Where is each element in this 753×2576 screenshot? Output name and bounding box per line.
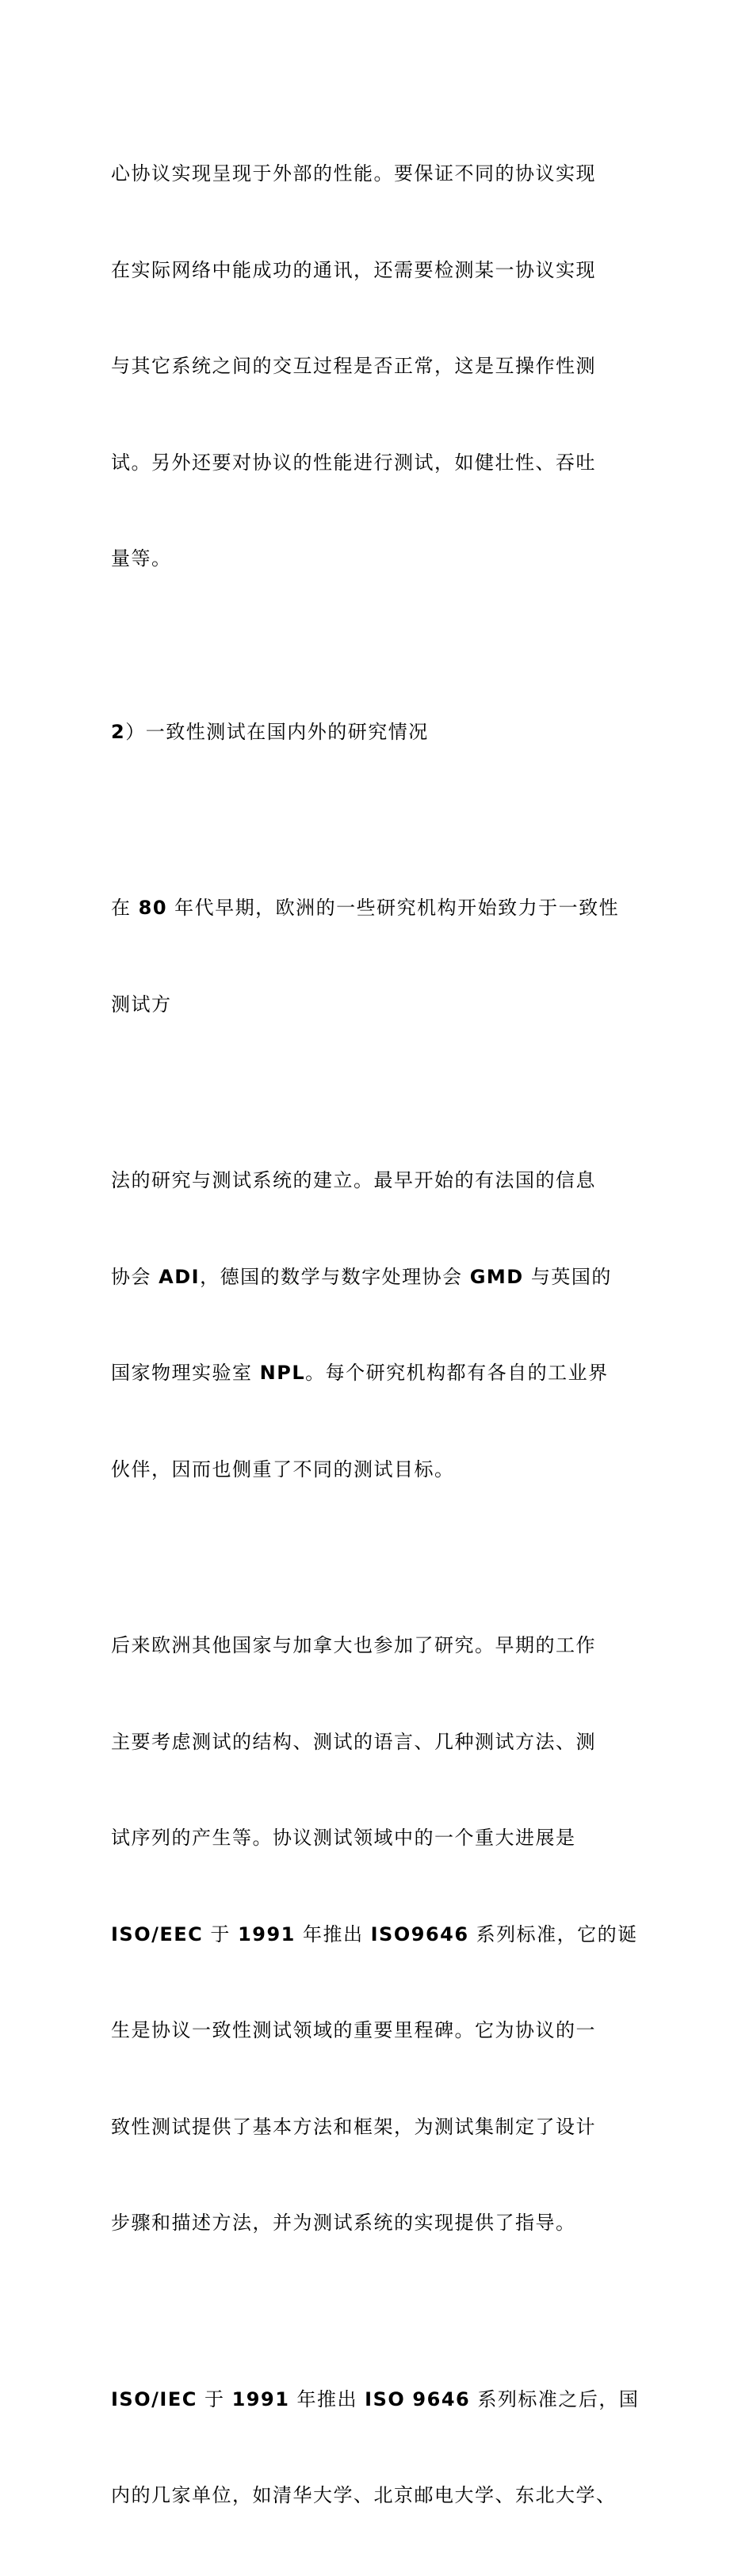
text-line: 伙伴，因而也侧重了不同的测试目标。 — [111, 1458, 455, 1480]
text-line: ISO/EEC 于 1991 年推出 ISO9646 系列标准，它的诞 — [111, 1922, 638, 1945]
paragraph-1 — [111, 93, 644, 639]
paragraph-5 — [111, 1565, 644, 2304]
paragraph-6 — [111, 2319, 644, 2576]
text-line: 内的几家单位，如清华大学、北京邮电大学、东北大学、 — [111, 2484, 617, 2506]
text-line: 后来欧洲其他国家与加拿大也参加了研究。早期的工作 — [111, 1634, 596, 1656]
paragraph-4 — [111, 1100, 644, 1549]
text-line: 步骤和描述方法，并为测试系统的实现提供了指导。 — [111, 2212, 576, 2234]
document-page — [111, 93, 644, 2576]
text-line: 在 80 年代早期，欧洲的一些研究机构开始致力于一致性 — [111, 897, 620, 919]
text-line: 2）一致性测试在国内外的研究情况 — [111, 720, 429, 743]
text-line: 致性测试提供了基本方法和框架，为测试集制定了设计 — [111, 2115, 596, 2138]
paragraph-3 — [111, 828, 644, 1084]
text-line: 在实际网络中能成功的通讯，还需要检测某一协议实现 — [111, 258, 596, 281]
text-line: 法的研究与测试系统的建立。最早开始的有法国的信息 — [111, 1169, 596, 1191]
text-line: 测试方 — [111, 993, 172, 1016]
text-line: 国家物理实验室 NPL。每个研究机构都有各自的工业界 — [111, 1362, 609, 1384]
text-line: 量等。 — [111, 547, 172, 570]
text-line: 心协议实现呈现于外部的性能。要保证不同的协议实现 — [111, 162, 596, 185]
text-line: 试序列的产生等。协议测试领域中的一个重大进展是 — [111, 1827, 576, 1849]
section-heading — [111, 652, 644, 813]
text-line: 协会 ADI，德国的数学与数字处理协会 GMD 与英国的 — [111, 1265, 612, 1288]
text-line: 生是协议一致性测试领域的重要里程碑。它为协议的一 — [111, 2019, 596, 2041]
text-line: ISO/IEC 于 1991 年推出 ISO 9646 系列标准之后，国 — [111, 2387, 640, 2410]
text-line: 试。另外还要对协议的性能进行测试，如健壮性、吞吐 — [111, 451, 596, 474]
text-line: 主要考虑测试的结构、测试的语言、几种测试方法、测 — [111, 1730, 596, 1753]
text-line: 与其它系统之间的交互过程是否正常，这是互操作性测 — [111, 355, 596, 377]
